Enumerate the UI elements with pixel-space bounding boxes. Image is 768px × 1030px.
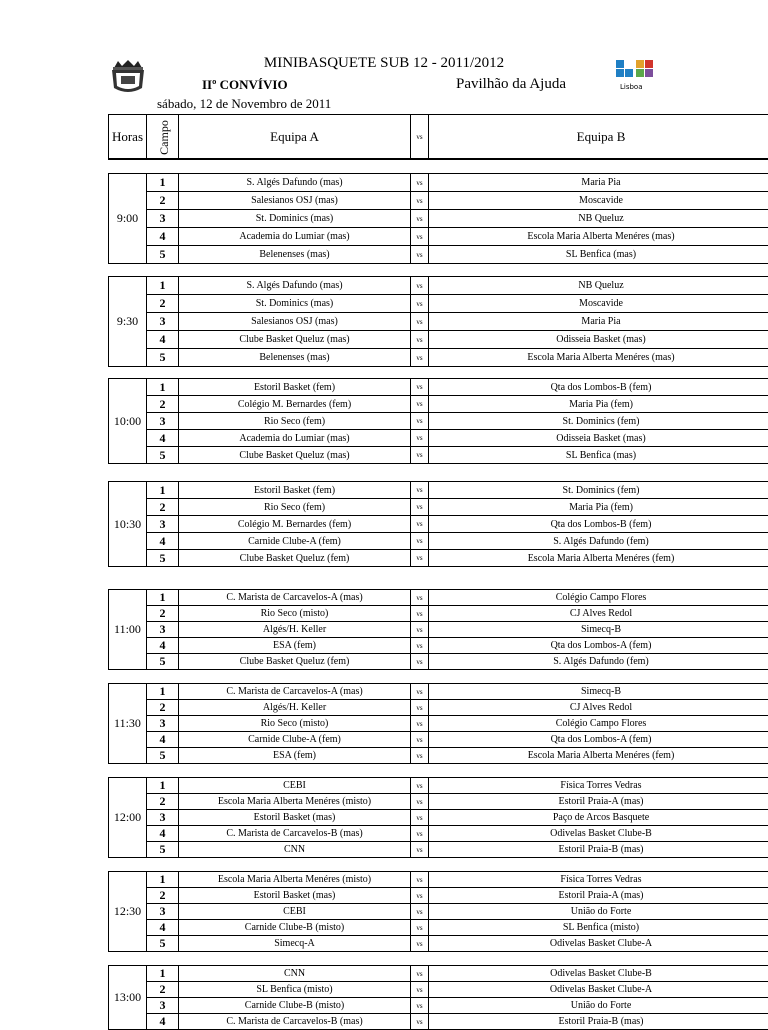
vs-label: vs (411, 447, 429, 464)
slot-time: 11:00 (109, 590, 147, 670)
campo-number: 3 (147, 904, 179, 920)
vs-label: vs (411, 590, 429, 606)
team-a: Academia do Lumiar (mas) (179, 228, 411, 246)
vs-label: vs (411, 654, 429, 670)
time-slot-table (108, 589, 768, 670)
team-b: CJ Alves Redol (429, 700, 768, 716)
game-row (109, 379, 768, 396)
venue-name: Pavilhão da Ajuda (456, 76, 566, 93)
time-slot-table (108, 276, 768, 367)
campo-number: 1 (147, 590, 179, 606)
campo-number: 5 (147, 842, 179, 858)
vs-label: vs (411, 794, 429, 810)
campo-number: 5 (147, 936, 179, 952)
vs-label: vs (411, 192, 429, 210)
time-slot-table (108, 378, 768, 464)
game-row (109, 590, 768, 606)
team-b: Simecq-B (429, 684, 768, 700)
campo-number: 2 (147, 794, 179, 810)
team-b: S. Algés Dafundo (fem) (429, 533, 768, 550)
campo-number: 3 (147, 716, 179, 732)
game-row (109, 313, 768, 331)
vs-label: vs (411, 778, 429, 794)
game-row (109, 904, 768, 920)
team-b: Qta dos Lombos-B (fem) (429, 379, 768, 396)
campo-number: 5 (147, 246, 179, 264)
column-horas: Horas (109, 115, 147, 160)
campo-number: 4 (147, 331, 179, 349)
slot-time: 9:00 (109, 174, 147, 264)
vs-label: vs (411, 810, 429, 826)
team-b: SL Benfica (misto) (429, 920, 768, 936)
team-a: St. Dominics (mas) (179, 210, 411, 228)
team-a: C. Marista de Carcavelos-A (mas) (179, 684, 411, 700)
team-b: St. Dominics (fem) (429, 413, 768, 430)
campo-number: 1 (147, 778, 179, 794)
game-row (109, 499, 768, 516)
campo-number: 5 (147, 550, 179, 567)
game-row (109, 982, 768, 998)
game-row (109, 277, 768, 295)
vs-label: vs (411, 430, 429, 447)
vs-label: vs (411, 174, 429, 192)
team-b: Escola Maria Alberta Menéres (fem) (429, 748, 768, 764)
team-b: Moscavide (429, 192, 768, 210)
team-a: SL Benfica (misto) (179, 982, 411, 998)
time-slot-table (108, 777, 768, 858)
slot-time: 13:00 (109, 966, 147, 1030)
game-row (109, 732, 768, 748)
time-slot-table (108, 965, 768, 1030)
team-a: C. Marista de Carcavelos-A (mas) (179, 590, 411, 606)
team-a: Estoril Basket (mas) (179, 810, 411, 826)
team-a: Carnide Clube-B (misto) (179, 920, 411, 936)
slot-time: 12:00 (109, 778, 147, 858)
vs-label: vs (411, 872, 429, 888)
team-a: CEBI (179, 904, 411, 920)
vs-label: vs (411, 413, 429, 430)
slot-time: 10:30 (109, 482, 147, 567)
game-row (109, 966, 768, 982)
vs-label: vs (411, 1014, 429, 1030)
time-slot-table (108, 481, 768, 567)
game-row (109, 684, 768, 700)
vs-label: vs (411, 379, 429, 396)
game-row (109, 748, 768, 764)
team-a: Salesianos OSJ (mas) (179, 192, 411, 210)
game-row (109, 872, 768, 888)
team-b: Qta dos Lombos-B (fem) (429, 516, 768, 533)
team-a: Rio Seco (fem) (179, 413, 411, 430)
team-b: SL Benfica (mas) (429, 246, 768, 264)
team-b: Maria Pia (429, 174, 768, 192)
team-b: Odivelas Basket Clube-B (429, 826, 768, 842)
campo-number: 1 (147, 684, 179, 700)
team-a: Academia do Lumiar (mas) (179, 430, 411, 447)
game-row (109, 192, 768, 210)
column-vs: vs (411, 115, 429, 160)
game-row (109, 700, 768, 716)
vs-label: vs (411, 349, 429, 367)
team-b: Colégio Campo Flores (429, 590, 768, 606)
campo-number: 3 (147, 998, 179, 1014)
time-slot-table (108, 683, 768, 764)
campo-number: 2 (147, 192, 179, 210)
team-b: Escola Maria Alberta Menéres (fem) (429, 550, 768, 567)
game-row (109, 413, 768, 430)
document-title: MINIBASQUETE SUB 12 - 2011/2012 (0, 55, 768, 72)
game-row (109, 936, 768, 952)
team-b: União do Forte (429, 904, 768, 920)
team-b: NB Queluz (429, 210, 768, 228)
team-a: Clube Basket Queluz (fem) (179, 550, 411, 567)
team-a: ESA (fem) (179, 748, 411, 764)
vs-label: vs (411, 533, 429, 550)
campo-number: 3 (147, 622, 179, 638)
game-row (109, 246, 768, 264)
column-campo-label: Campo (157, 120, 172, 155)
team-a: Algés/H. Keller (179, 700, 411, 716)
team-a: Salesianos OSJ (mas) (179, 313, 411, 331)
campo-number: 5 (147, 748, 179, 764)
lisboa-logo-icon (614, 58, 658, 92)
vs-label: vs (411, 277, 429, 295)
vs-label: vs (411, 904, 429, 920)
vs-label: vs (411, 998, 429, 1014)
game-row (109, 533, 768, 550)
team-b: CJ Alves Redol (429, 606, 768, 622)
team-b: Paço de Arcos Basquete (429, 810, 768, 826)
vs-label: vs (411, 920, 429, 936)
team-b: Simecq-B (429, 622, 768, 638)
game-row (109, 482, 768, 499)
column-header-table (108, 114, 768, 160)
team-b: União do Forte (429, 998, 768, 1014)
team-b: Maria Pia (429, 313, 768, 331)
campo-number: 5 (147, 349, 179, 367)
team-a: CNN (179, 842, 411, 858)
team-b: Física Torres Vedras (429, 778, 768, 794)
game-row (109, 516, 768, 533)
team-a: Belenenses (mas) (179, 246, 411, 264)
campo-number: 1 (147, 174, 179, 192)
vs-label: vs (411, 982, 429, 998)
column-campo (147, 115, 179, 160)
event-date: sábado, 12 de Novembro de 2011 (157, 96, 331, 112)
vs-label: vs (411, 550, 429, 567)
game-row (109, 1014, 768, 1030)
team-a: Clube Basket Queluz (fem) (179, 654, 411, 670)
team-a: Rio Seco (fem) (179, 499, 411, 516)
team-b: Qta dos Lombos-A (fem) (429, 638, 768, 654)
team-a: Belenenses (mas) (179, 349, 411, 367)
game-row (109, 349, 768, 367)
column-team-b: Equipa B (429, 115, 768, 160)
vs-label: vs (411, 888, 429, 904)
game-row (109, 778, 768, 794)
vs-label: vs (411, 936, 429, 952)
logo-text: Lisboa (620, 83, 643, 91)
game-row (109, 810, 768, 826)
vs-label: vs (411, 228, 429, 246)
vs-label: vs (411, 210, 429, 228)
vs-label: vs (411, 516, 429, 533)
game-row (109, 295, 768, 313)
game-row (109, 331, 768, 349)
team-b: Estoril Praia-A (mas) (429, 888, 768, 904)
slot-time: 12:30 (109, 872, 147, 952)
team-b: Moscavide (429, 295, 768, 313)
campo-number: 3 (147, 413, 179, 430)
vs-label: vs (411, 716, 429, 732)
team-b: Maria Pia (fem) (429, 396, 768, 413)
time-slot-table (108, 173, 768, 264)
team-b: Odisseia Basket (mas) (429, 331, 768, 349)
campo-number: 4 (147, 1014, 179, 1030)
team-a: CNN (179, 966, 411, 982)
team-b: Física Torres Vedras (429, 872, 768, 888)
team-b: Estoril Praia-B (mas) (429, 842, 768, 858)
game-row (109, 826, 768, 842)
team-a: Rio Seco (misto) (179, 716, 411, 732)
team-a: CEBI (179, 778, 411, 794)
team-b: Odisseia Basket (mas) (429, 430, 768, 447)
game-row (109, 716, 768, 732)
team-b: Colégio Campo Flores (429, 716, 768, 732)
team-a: S. Algés Dafundo (mas) (179, 174, 411, 192)
game-row (109, 606, 768, 622)
vs-label: vs (411, 842, 429, 858)
campo-number: 2 (147, 499, 179, 516)
team-a: Estoril Basket (fem) (179, 482, 411, 499)
team-b: St. Dominics (fem) (429, 482, 768, 499)
team-b: S. Algés Dafundo (fem) (429, 654, 768, 670)
game-row (109, 550, 768, 567)
vs-label: vs (411, 606, 429, 622)
team-a: Escola Maria Alberta Menéres (misto) (179, 872, 411, 888)
vs-label: vs (411, 622, 429, 638)
slot-time: 9:30 (109, 277, 147, 367)
team-a: Clube Basket Queluz (mas) (179, 447, 411, 464)
campo-number: 3 (147, 210, 179, 228)
campo-number: 5 (147, 654, 179, 670)
game-row (109, 174, 768, 192)
team-a: C. Marista de Carcavelos-B (mas) (179, 826, 411, 842)
team-a: Simecq-A (179, 936, 411, 952)
game-row (109, 622, 768, 638)
team-a: Estoril Basket (mas) (179, 888, 411, 904)
campo-number: 3 (147, 516, 179, 533)
slot-time: 10:00 (109, 379, 147, 464)
vs-label: vs (411, 482, 429, 499)
team-a: Colégio M. Bernardes (fem) (179, 516, 411, 533)
campo-number: 2 (147, 982, 179, 998)
team-b: Escola Maria Alberta Menéres (mas) (429, 349, 768, 367)
game-row (109, 842, 768, 858)
team-a: S. Algés Dafundo (mas) (179, 277, 411, 295)
team-b: Qta dos Lombos-A (fem) (429, 732, 768, 748)
team-b: Escola Maria Alberta Menéres (mas) (429, 228, 768, 246)
game-row (109, 210, 768, 228)
team-a: Rio Seco (misto) (179, 606, 411, 622)
team-b: Odivelas Basket Clube-B (429, 966, 768, 982)
game-row (109, 396, 768, 413)
campo-number: 4 (147, 920, 179, 936)
team-b: NB Queluz (429, 277, 768, 295)
game-row (109, 430, 768, 447)
team-b: Maria Pia (fem) (429, 499, 768, 516)
vs-label: vs (411, 684, 429, 700)
vs-label: vs (411, 966, 429, 982)
campo-number: 4 (147, 732, 179, 748)
game-row (109, 447, 768, 464)
team-a: C. Marista de Carcavelos-B (mas) (179, 1014, 411, 1030)
campo-number: 3 (147, 810, 179, 826)
campo-number: 1 (147, 872, 179, 888)
campo-number: 2 (147, 606, 179, 622)
team-a: Escola Maria Alberta Menéres (misto) (179, 794, 411, 810)
campo-number: 1 (147, 966, 179, 982)
vs-label: vs (411, 295, 429, 313)
slot-time: 11:30 (109, 684, 147, 764)
game-row (109, 888, 768, 904)
team-b: SL Benfica (mas) (429, 447, 768, 464)
team-a: Colégio M. Bernardes (fem) (179, 396, 411, 413)
vs-label: vs (411, 246, 429, 264)
vs-label: vs (411, 499, 429, 516)
game-row (109, 638, 768, 654)
vs-label: vs (411, 700, 429, 716)
vs-label: vs (411, 396, 429, 413)
team-a: Carnide Clube-A (fem) (179, 732, 411, 748)
campo-number: 2 (147, 888, 179, 904)
game-row (109, 654, 768, 670)
event-subtitle: IIº CONVÍVIO (202, 77, 288, 93)
game-row (109, 998, 768, 1014)
vs-label: vs (411, 638, 429, 654)
team-b: Estoril Praia-A (mas) (429, 794, 768, 810)
vs-label: vs (411, 732, 429, 748)
campo-number: 3 (147, 313, 179, 331)
campo-number: 4 (147, 826, 179, 842)
campo-number: 1 (147, 277, 179, 295)
campo-number: 4 (147, 430, 179, 447)
team-b: Odivelas Basket Clube-A (429, 982, 768, 998)
vs-label: vs (411, 826, 429, 842)
column-team-a: Equipa A (179, 115, 411, 160)
campo-number: 4 (147, 228, 179, 246)
campo-number: 1 (147, 482, 179, 499)
team-a: Estoril Basket (fem) (179, 379, 411, 396)
campo-number: 2 (147, 700, 179, 716)
team-a: Carnide Clube-A (fem) (179, 533, 411, 550)
vs-label: vs (411, 331, 429, 349)
team-a: St. Dominics (mas) (179, 295, 411, 313)
campo-number: 2 (147, 295, 179, 313)
campo-number: 1 (147, 379, 179, 396)
game-row (109, 228, 768, 246)
game-row (109, 920, 768, 936)
campo-number: 4 (147, 638, 179, 654)
campo-number: 4 (147, 533, 179, 550)
game-row (109, 794, 768, 810)
vs-label: vs (411, 313, 429, 331)
team-a: Clube Basket Queluz (mas) (179, 331, 411, 349)
campo-number: 5 (147, 447, 179, 464)
vs-label: vs (411, 748, 429, 764)
team-a: Carnide Clube-B (misto) (179, 998, 411, 1014)
team-b: Estoril Praia-B (mas) (429, 1014, 768, 1030)
team-a: Algés/H. Keller (179, 622, 411, 638)
time-slot-table (108, 871, 768, 952)
team-a: ESA (fem) (179, 638, 411, 654)
campo-number: 2 (147, 396, 179, 413)
team-b: Odivelas Basket Clube-A (429, 936, 768, 952)
